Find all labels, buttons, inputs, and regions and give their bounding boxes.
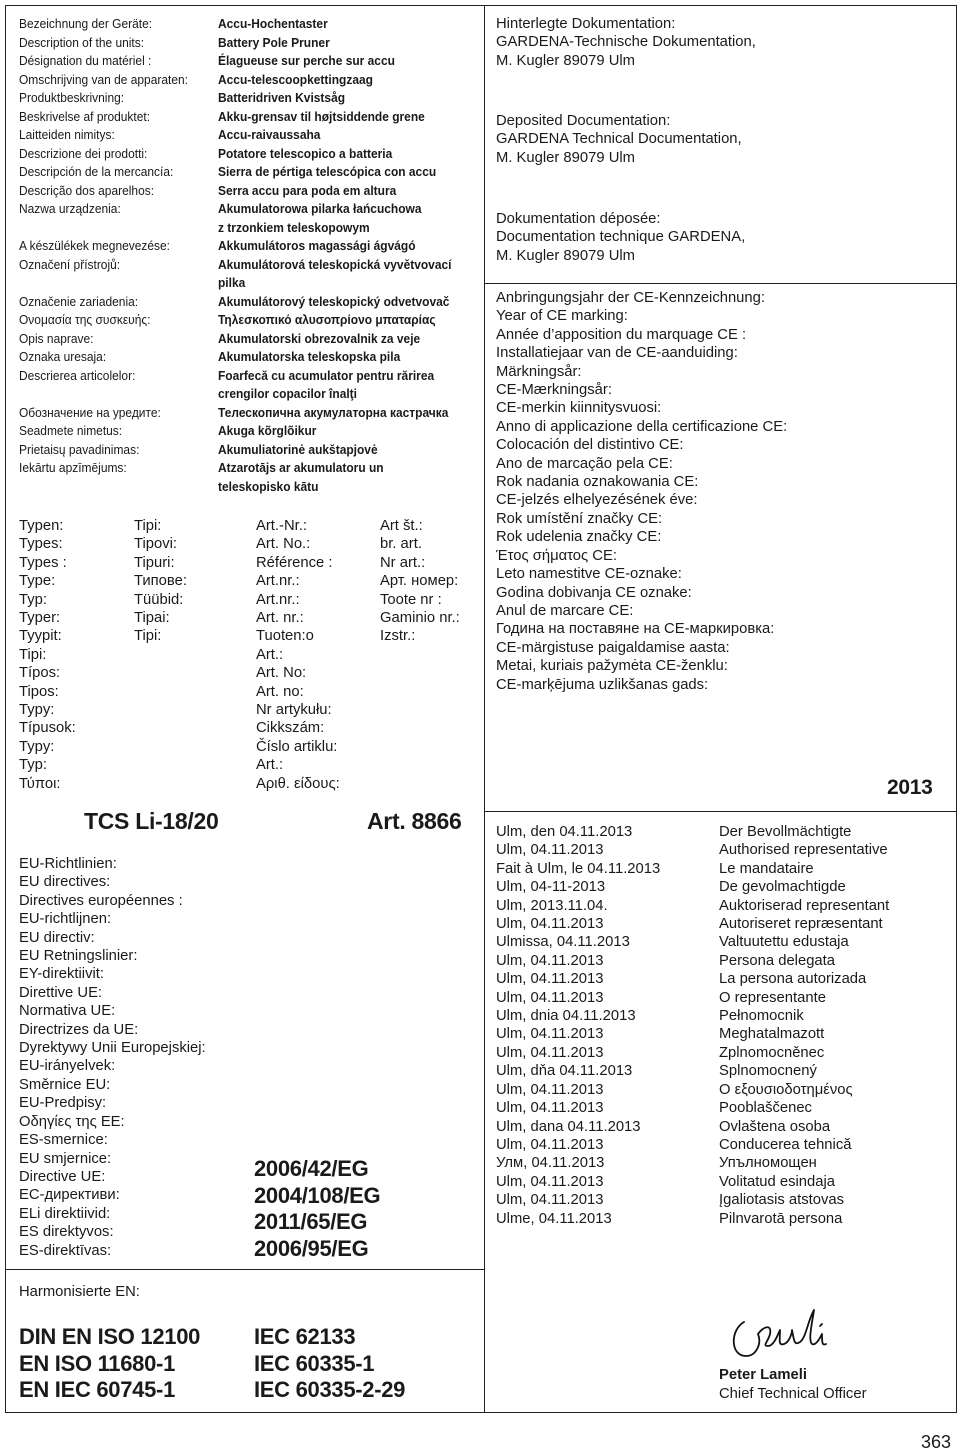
- unit-label: A készülékek megnevezése:: [19, 238, 171, 253]
- type-label: Type:: [19, 573, 56, 590]
- type-label: Tipi:: [134, 518, 162, 534]
- directive-label: Directive UE:: [19, 1168, 106, 1185]
- directive-label: EU-Richtlinien:: [19, 856, 117, 872]
- directive-label: ES-direktīvas:: [19, 1242, 112, 1259]
- signature-role: Pilnvarotā persona: [719, 1210, 843, 1227]
- signature-place-date: Ulm, 04.11.2013: [496, 989, 604, 1006]
- unit-label: Seadmete nimetus:: [19, 423, 123, 438]
- signature-place-date: Ulme, 04.11.2013: [496, 1210, 612, 1227]
- ce-marking-label: Anbringungsjahr der CE-Kennzeichnung:: [496, 290, 765, 306]
- directive-value: 2006/95/EG: [254, 1235, 369, 1261]
- article-label: Αριθ. είδους:: [256, 775, 340, 792]
- directive-label: EU smjernice:: [19, 1150, 112, 1167]
- signature-role: Ovlaštena osoba: [719, 1118, 831, 1135]
- article-label: Art.nr.:: [256, 573, 300, 590]
- unit-name: Akuga kõrglõikur: [218, 423, 317, 438]
- signature-place-date: Ulm, 04.11.2013: [496, 1100, 604, 1117]
- signature-place-date: Ulm, dnia 04.11.2013: [496, 1008, 636, 1025]
- signature-role: Le mandataire: [719, 860, 814, 877]
- standard-value: DIN EN ISO 12100: [19, 1324, 201, 1349]
- directive-label: EU-richtlijnen:: [19, 911, 112, 928]
- signature-place-date: Ulm, 04.11.2013: [496, 1044, 604, 1061]
- type-label: Typ:: [19, 757, 47, 774]
- directive-label: EU directives:: [19, 874, 111, 891]
- article-label: Art.nr.:: [256, 591, 300, 608]
- type-label: Tüübid:: [134, 591, 184, 608]
- ce-marking-label: Leto namestitve CE-oznake:: [496, 566, 682, 583]
- directive-values: [254, 1156, 380, 1262]
- unit-label: Descripción de la mercancía:: [19, 164, 174, 179]
- signature-role: Volitatud esindaja: [719, 1173, 835, 1190]
- signature-place-date: Ulm, 2013.11.04.: [496, 897, 608, 914]
- article-label: Art. no:: [256, 683, 304, 700]
- ce-marking-label: CE-marķējuma uzlikšanas gads:: [496, 676, 709, 693]
- signature-role: Autoriseret repræsentant: [719, 916, 883, 933]
- unit-label: Označení přístrojů:: [19, 256, 121, 272]
- directive-label: EU-Predpisy:: [19, 1095, 107, 1112]
- standard-value: EN ISO 11680-1: [19, 1350, 176, 1376]
- type-label: Tyypit:: [19, 628, 62, 645]
- directive-value: 2011/65/EG: [254, 1209, 368, 1234]
- directive-label: EU Retningslinier:: [19, 948, 138, 965]
- article-labels: [256, 517, 340, 793]
- unit-name: z trzonkiem teleskopowym: [218, 219, 370, 235]
- directive-label: EU directiv:: [19, 929, 95, 946]
- signature-place-date: Ulm, den 04.11.2013: [496, 824, 633, 840]
- standard-value: IEC 60335-1: [254, 1350, 375, 1376]
- directive-label: ЕС-директиви:: [19, 1187, 120, 1204]
- ce-marking-label: Year of CE marking:: [496, 308, 628, 325]
- type-label: Τύποι:: [19, 775, 61, 792]
- article-label: Art št.:: [380, 518, 423, 534]
- directive-label: Normativa UE:: [19, 1003, 116, 1020]
- directive-label: EY-direktiivit:: [19, 966, 104, 983]
- standard-value: IEC 62133: [254, 1324, 356, 1349]
- directive-label: Směrnice EU:: [19, 1076, 111, 1093]
- signature-place-date: Ulm, dana 04.11.2013: [496, 1118, 641, 1135]
- article-label: Cikkszám:: [256, 720, 325, 737]
- article-labels-2: [380, 517, 460, 646]
- section-divider: [484, 283, 957, 284]
- article-label: Art.:: [256, 646, 284, 663]
- signature-role: O representante: [719, 989, 826, 1006]
- article-label: Číslo artiklu:: [256, 738, 338, 755]
- unit-name: Serra accu para poda em altura: [218, 182, 397, 198]
- article-label: Art.:: [256, 757, 284, 774]
- unit-label: Laitteiden nimitys:: [19, 127, 115, 142]
- unit-label: Opis naprave:: [19, 330, 94, 346]
- signature-role: Įgaliotasis atstovas: [719, 1192, 845, 1209]
- article-label: Toote nr :: [380, 591, 442, 608]
- unit-name: Akumulátorový teleskopický odvetvovač: [218, 293, 450, 309]
- unit-label: Désignation du matériel :: [19, 53, 152, 68]
- article-label: Nr artykułu:: [256, 702, 332, 719]
- unit-name: Akumulatorski obrezovalnik za veje: [218, 330, 421, 346]
- ce-year: 2013: [887, 776, 933, 799]
- unit-label: [19, 385, 188, 404]
- directive-label: EU-irányelvek:: [19, 1058, 116, 1075]
- article-label: Art. No.:: [256, 536, 311, 553]
- directive-label: Οδηγίες της ΕΕ:: [19, 1113, 125, 1130]
- ce-marking-label: Ano de marcação pela CE:: [496, 455, 673, 472]
- type-label: Tipi:: [134, 628, 162, 645]
- signature-place-date: Fait à Ulm, le 04.11.2013: [496, 860, 661, 877]
- column-divider: [484, 5, 485, 1413]
- unit-label: Omschrijving van de apparaten:: [19, 71, 188, 87]
- signature-place-date: Ulm, 04.11.2013: [496, 842, 604, 859]
- unit-name: Akkumulátoros magassági ágvágó: [218, 238, 416, 253]
- type-label: Typ:: [19, 591, 47, 608]
- signature-role: Pełnomocnik: [719, 1008, 804, 1025]
- documentation-line: Deposited Documentation:: [496, 113, 671, 129]
- signature-role: La persona autorizada: [719, 971, 867, 988]
- unit-labels: [19, 15, 188, 478]
- signature-place-date: Ulm, 04.11.2013: [496, 1173, 604, 1190]
- directive-label: ELi direktiivid:: [19, 1205, 111, 1222]
- unit-name: Τηλεσκοπικό αλυσοπρίονο μπαταρίας: [218, 312, 436, 327]
- signature-role: Conducerea tehnică: [719, 1136, 852, 1153]
- unit-label: Ονομασία της συσκευής:: [19, 312, 151, 327]
- signature-place-date: Ulm, 04.11.2013: [496, 1081, 604, 1098]
- unit-name: Batteridriven Kvistsåg: [218, 90, 346, 105]
- signature-role: Pooblaščenec: [719, 1100, 812, 1117]
- unit-name: Sierra de pértiga telescópica con accu: [218, 164, 437, 179]
- unit-name: Akumuliatorinė aukštapjovė: [218, 441, 378, 457]
- directive-label: Direttive UE:: [19, 984, 103, 1001]
- documentation-line: Dokumentation déposée:: [496, 211, 661, 227]
- signature-role: Authorised representative: [719, 842, 888, 859]
- ce-marking-label: Installatiejaar van de CE-aanduiding:: [496, 345, 738, 362]
- type-label: Типове:: [134, 573, 187, 590]
- type-labels: [19, 517, 76, 793]
- signature-role: Ο εξουσιοδοτημένος: [719, 1081, 853, 1098]
- signature-role: Der Bevollmächtigte: [719, 824, 852, 840]
- unit-name: crengilor copacilor înalţi: [218, 386, 357, 401]
- ce-marking-label: CE-merkin kiinnitysvuosi:: [496, 400, 662, 417]
- unit-name: teleskopisko kātu: [218, 478, 319, 494]
- signature-role: Zplnomocněnec: [719, 1044, 825, 1061]
- documentation-de: [496, 15, 756, 70]
- signature-place-date: Ulm, 04.11.2013: [496, 916, 604, 933]
- unit-label: Beskrivelse af produktet:: [19, 108, 151, 124]
- directive-label: ES-smernice:: [19, 1132, 108, 1149]
- signature-place-date: Ulm, 04.11.2013: [496, 1192, 604, 1209]
- standard-value: IEC 60335-2-29: [254, 1377, 406, 1402]
- directive-value: 2006/42/EG: [254, 1156, 369, 1181]
- ce-marking-label: CE-Mærkningsår:: [496, 382, 612, 399]
- type-label: Typen:: [19, 518, 64, 534]
- directive-value: 2004/108/EG: [254, 1182, 381, 1208]
- standard-value: EN IEC 60745-1: [19, 1377, 175, 1402]
- signature-role: Splnomocnený: [719, 1063, 817, 1080]
- documentation-line: Hinterlegte Dokumentation:: [496, 16, 676, 32]
- signature-place-date: Улм, 04.11.2013: [496, 1155, 605, 1172]
- type-label: Tipovi:: [134, 536, 178, 553]
- documentation-line: M. Kugler 89079 Ulm: [496, 149, 635, 166]
- signature-role: Valtuutettu edustaja: [719, 934, 849, 951]
- ce-marking-label: Rok udelenia značky CE:: [496, 529, 662, 546]
- type-label: Types:: [19, 536, 63, 553]
- signature-place-date: Ulmissa, 04.11.2013: [496, 934, 630, 951]
- unit-label: Nazwa urządzenia:: [19, 201, 121, 216]
- ce-marking-label: Anno di applicazione della certificazione CE:: [496, 418, 788, 435]
- unit-label: Descrierea articolelor:: [19, 367, 136, 383]
- signature-place-date: Ulm, 04.11.2013: [496, 1136, 604, 1153]
- ce-marking-label: Année d’apposition du marquage CE :: [496, 326, 747, 343]
- article-label: Izstr.:: [380, 628, 416, 645]
- type-label: Tipuri:: [134, 554, 175, 571]
- unit-name: Atzarotājs ar akumulatoru un: [218, 460, 384, 475]
- unit-label: Descrizione dei prodotti:: [19, 145, 148, 161]
- directive-label: Directives européennes :: [19, 892, 183, 909]
- unit-name: Élagueuse sur perche sur accu: [218, 53, 395, 68]
- ce-marking-label: Metai, kuriais pažymėta CE-ženklu:: [496, 658, 728, 675]
- unit-name: Accu-Hochentaster: [218, 16, 328, 31]
- unit-label: Označenie zariadenia:: [19, 293, 139, 309]
- ce-marking-label: Έτος σήματος CE:: [496, 547, 617, 564]
- signature-place-date: Ulm, 04.11.2013: [496, 1026, 604, 1043]
- documentation-line: M. Kugler 89079 Ulm: [496, 247, 635, 264]
- signature-place-date: Ulm, 04.11.2013: [496, 971, 604, 988]
- ce-marking-label: Colocación del distintivo CE:: [496, 437, 684, 454]
- ce-marking-labels: [496, 289, 787, 694]
- article-label: Tuoten:o: [256, 628, 314, 645]
- signature-place-date: Ulm, 04-11-2013: [496, 879, 606, 896]
- unit-name: Accu-telescoopkettingzaag: [218, 71, 373, 87]
- documentation-line: GARDENA Technical Documentation,: [496, 131, 742, 148]
- model-name: TCS Li-18/20: [84, 808, 219, 834]
- type-label: Typer:: [19, 610, 61, 627]
- ce-marking-label: CE-jelzés elhelyezésének éve:: [496, 492, 698, 509]
- article-label: Арт. номер:: [380, 573, 459, 590]
- type-label: Tipos:: [19, 683, 59, 700]
- type-label: Tipi:: [19, 646, 47, 663]
- directive-label: Directrizes da UE:: [19, 1021, 139, 1038]
- ce-marking-label: Godina dobivanja CE oznake:: [496, 584, 692, 601]
- type-label: Typy:: [19, 738, 55, 755]
- article-label: Art.-Nr.:: [256, 518, 307, 534]
- section-divider: [484, 811, 957, 812]
- article-label: Art. No:: [256, 665, 307, 682]
- unit-name: Battery Pole Pruner: [218, 34, 330, 50]
- directive-label: Dyrektywy Unii Europejskiej:: [19, 1040, 206, 1057]
- type-label: Típos:: [19, 665, 61, 682]
- documentation-fr: [496, 210, 745, 265]
- signature-place-date: Ulm, dňa 04.11.2013: [496, 1063, 633, 1080]
- article-label: Gaminio nr.:: [380, 610, 460, 627]
- directive-labels: [19, 855, 206, 1260]
- signature-role: Auktoriserad representant: [719, 897, 890, 914]
- ce-marking-label: Година на поставяне на CE-маркировка:: [496, 621, 775, 638]
- unit-name: pilka: [218, 275, 246, 290]
- unit-name: Телескопична акумулаторна кастрачка: [218, 404, 449, 420]
- unit-name: Potatore telescopico a batteria: [218, 145, 393, 161]
- signature-roles: [719, 823, 889, 1228]
- unit-name: Akumulátorová teleskopická vyvětvovací: [218, 256, 452, 272]
- unit-name: Foarfecă cu acumulator pentru rărirea: [218, 367, 435, 383]
- unit-label: Iekārtu apzīmējums:: [19, 460, 127, 475]
- signature-places: [496, 823, 660, 1228]
- article-label: Art. nr.:: [256, 610, 304, 627]
- ce-marking-label: Rok umístění značky CE:: [496, 510, 663, 527]
- unit-name: Akumulatorska teleskopska pila: [218, 349, 401, 364]
- ce-marking-label: Märkningsår:: [496, 363, 582, 380]
- ce-marking-label: Anul de marcare CE:: [496, 602, 634, 619]
- article-label: Référence :: [256, 554, 333, 571]
- type-labels-2: [134, 517, 187, 646]
- documentation-line: M. Kugler 89079 Ulm: [496, 52, 635, 69]
- article-label: Nr art.:: [380, 554, 426, 571]
- unit-label: [19, 274, 188, 293]
- unit-label: Обозначение на уредите:: [19, 404, 161, 420]
- ce-marking-label: CE-märgistuse paigaldamise aasta:: [496, 639, 730, 656]
- signature-role: Meghatalmazott: [719, 1026, 825, 1043]
- signature-role: De gevolmachtigde: [719, 879, 846, 896]
- signatory-name: Peter Lameli: [719, 1367, 808, 1383]
- signature-role: Persona delegata: [719, 952, 835, 969]
- documentation-line: Documentation technique GARDENA,: [496, 229, 746, 246]
- unit-names: [218, 15, 451, 496]
- ce-marking-label: Rok nadania oznakowania CE:: [496, 474, 699, 491]
- unit-name: Akku-grensav til højtsiddende grene: [218, 108, 425, 124]
- harmonised-standards: [19, 1324, 200, 1404]
- type-label: Typy:: [19, 702, 55, 719]
- section-divider: [5, 1269, 484, 1270]
- unit-label: Descrição dos aparelhos:: [19, 182, 155, 198]
- unit-label: Oznaka uresaja:: [19, 349, 107, 364]
- article-number: Art. 8866: [367, 808, 462, 834]
- signature-image: [722, 1300, 842, 1372]
- harmonised-label: Harmonisierte EN:: [19, 1284, 140, 1300]
- signature-role: Упълномощен: [719, 1155, 817, 1172]
- article-label: br. art.: [380, 536, 422, 553]
- documentation-en: [496, 112, 742, 167]
- type-label: Types :: [19, 554, 67, 571]
- unit-label: Description of the units:: [19, 34, 145, 50]
- harmonised-standards-2: [254, 1324, 405, 1404]
- directive-label: ES direktyvos:: [19, 1224, 114, 1241]
- type-label: Tipai:: [134, 610, 170, 627]
- signature-place-date: Ulm, 04.11.2013: [496, 952, 604, 969]
- unit-label: Bezeichnung der Geräte:: [19, 16, 153, 31]
- unit-label: Produktbeskrivning:: [19, 90, 125, 105]
- unit-label: [19, 219, 188, 238]
- type-label: Típusok:: [19, 720, 76, 737]
- unit-name: Accu-raivaussaha: [218, 127, 321, 142]
- page-number: 363: [920, 1432, 951, 1452]
- unit-label: Prietaisų pavadinimas:: [19, 441, 140, 457]
- unit-name: Akumulatorowa pilarka łańcuchowa: [218, 201, 422, 216]
- signatory-title: Chief Technical Officer: [719, 1386, 867, 1402]
- documentation-line: GARDENA-Technische Dokumentation,: [496, 34, 756, 51]
